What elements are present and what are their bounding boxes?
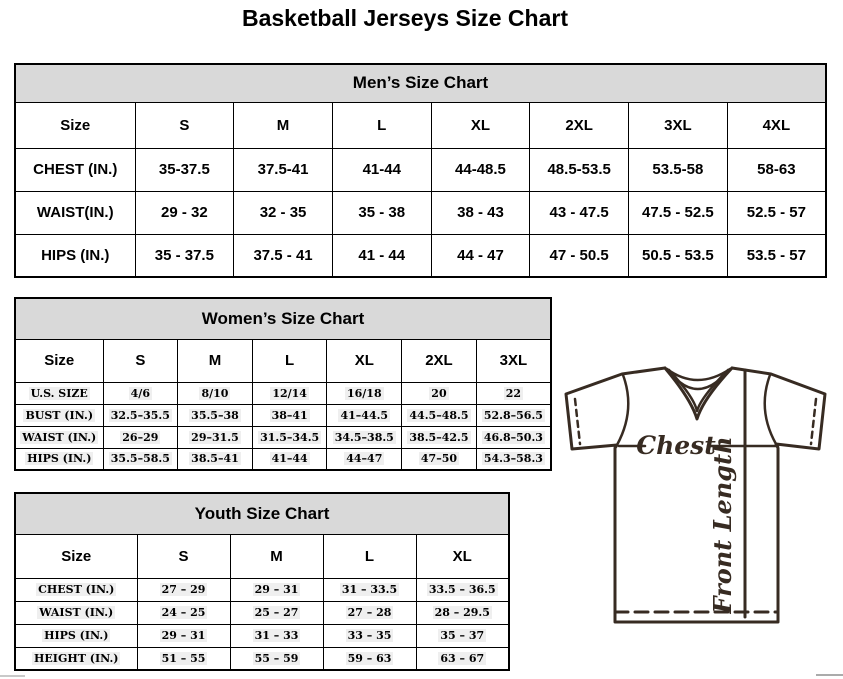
cell-text: 32.5–35.5 xyxy=(110,408,170,422)
left-armhole-seam xyxy=(617,375,628,445)
table-cell xyxy=(476,426,551,448)
table-row xyxy=(15,234,826,277)
row-label: WAIST(IN.) xyxy=(15,191,135,234)
table-cell xyxy=(230,624,323,647)
table-cell: 38 - 43 xyxy=(431,191,530,234)
table-cell xyxy=(402,426,477,448)
column-header: S xyxy=(137,534,230,578)
cell-text: 25 – 27 xyxy=(254,606,299,619)
row-label xyxy=(15,404,103,426)
column-header: 4XL xyxy=(727,102,826,148)
table-cell xyxy=(323,601,416,624)
table-cell xyxy=(402,448,477,470)
cell-text: 31.5–34.5 xyxy=(260,430,320,444)
cell-text: 29 – 31 xyxy=(161,629,206,642)
column-header: M xyxy=(234,102,333,148)
front-length-label: Front Length xyxy=(708,436,737,614)
youth-column-header-row xyxy=(15,534,509,578)
table-cell xyxy=(252,382,327,404)
table-cell: 35-37.5 xyxy=(135,148,234,191)
table-cell xyxy=(178,426,253,448)
row-label xyxy=(15,647,137,670)
table-cell: 48.5-53.5 xyxy=(530,148,629,191)
column-header: Size xyxy=(15,102,135,148)
table-cell: 35 - 38 xyxy=(332,191,431,234)
table-cell: 32 - 35 xyxy=(234,191,333,234)
right-armhole-seam xyxy=(765,375,776,444)
cell-text: 38.5–42.5 xyxy=(409,430,469,444)
row-label-text: CHEST (IN.) xyxy=(38,583,115,596)
column-header: M xyxy=(178,339,253,382)
row-label: HIPS (IN.) xyxy=(15,234,135,277)
cell-text: 27 – 28 xyxy=(347,606,392,619)
column-header: Size xyxy=(15,339,103,382)
cell-text: 41–44 xyxy=(271,452,308,466)
row-label-text: BUST (IN.) xyxy=(25,408,94,422)
row-label xyxy=(15,601,137,624)
row-label-text: HEIGHT (IN.) xyxy=(34,651,119,665)
table-cell xyxy=(230,578,323,601)
column-header: 2XL xyxy=(402,339,477,382)
column-header: Size xyxy=(15,534,137,578)
cell-text: 35 – 37 xyxy=(440,629,485,642)
cell-text: 54.3–58.3 xyxy=(483,452,543,466)
table-cell: 50.5 - 53.5 xyxy=(629,234,728,277)
column-header: 2XL xyxy=(530,102,629,148)
cell-text: 22 xyxy=(505,386,522,400)
table-row xyxy=(15,647,509,670)
table-cell xyxy=(416,578,509,601)
table-cell xyxy=(327,382,402,404)
cell-text: 44–47 xyxy=(346,452,383,466)
table-cell xyxy=(476,448,551,470)
column-header: L xyxy=(323,534,416,578)
youth-chart-title: Youth Size Chart xyxy=(15,493,509,534)
column-header: 3XL xyxy=(476,339,551,382)
cell-text: 31 – 33.5 xyxy=(341,583,398,596)
cell-text: 51 – 55 xyxy=(161,651,206,665)
cell-text: 26–29 xyxy=(122,430,159,444)
table-cell: 53.5 - 57 xyxy=(727,234,826,277)
women-column-header-row xyxy=(15,339,551,382)
women-size-table xyxy=(14,297,552,471)
table-row xyxy=(15,191,826,234)
table-row xyxy=(15,624,509,647)
table-cell: 44 - 47 xyxy=(431,234,530,277)
column-header: XL xyxy=(431,102,530,148)
table-cell xyxy=(230,601,323,624)
table-cell xyxy=(327,404,402,426)
cell-text: 44.5–48.5 xyxy=(409,408,469,422)
table-cell: 47 - 50.5 xyxy=(530,234,629,277)
table-cell xyxy=(103,404,178,426)
table-cell: 53.5-58 xyxy=(629,148,728,191)
cell-text: 29–31.5 xyxy=(191,430,239,444)
table-cell: 37.5 - 41 xyxy=(234,234,333,277)
table-cell xyxy=(402,382,477,404)
row-label xyxy=(15,624,137,647)
row-label xyxy=(15,448,103,470)
row-label-text: WAIST (IN.) xyxy=(39,606,114,619)
table-cell xyxy=(137,578,230,601)
chest-label: Chest xyxy=(636,431,716,460)
men-chart-title: Men’s Size Chart xyxy=(15,64,826,102)
cell-text: 35.5–58.5 xyxy=(110,452,170,466)
column-header: S xyxy=(135,102,234,148)
table-cell xyxy=(323,647,416,670)
table-row xyxy=(15,578,509,601)
cell-text: 33 – 35 xyxy=(347,629,392,642)
youth-band-row xyxy=(15,493,509,534)
right-cuff-stitch xyxy=(811,399,816,444)
cell-text: 38–41 xyxy=(271,408,308,422)
column-header: M xyxy=(230,534,323,578)
cell-text: 24 – 25 xyxy=(161,606,206,619)
table-cell xyxy=(416,601,509,624)
table-cell: 47.5 - 52.5 xyxy=(629,191,728,234)
cell-text: 47–50 xyxy=(420,452,458,466)
page-title: Basketball Jerseys Size Chart xyxy=(241,5,568,31)
row-label-text: U.S. SIZE xyxy=(30,386,88,400)
cell-text: 12/14 xyxy=(272,386,307,400)
table-cell xyxy=(323,624,416,647)
table-cell: 35 - 37.5 xyxy=(135,234,234,277)
row-label-text: HIPS (IN.) xyxy=(27,452,92,466)
table-cell xyxy=(137,624,230,647)
cell-text: 31 – 33 xyxy=(254,629,299,642)
men-column-header-row xyxy=(15,102,826,148)
table-cell xyxy=(327,426,402,448)
cell-text: 20 xyxy=(431,386,447,400)
table-cell xyxy=(137,647,230,670)
table-cell xyxy=(103,448,178,470)
cell-text: 28 – 29.5 xyxy=(434,606,490,619)
women-chart-title: Women’s Size Chart xyxy=(15,298,551,339)
table-cell xyxy=(252,404,327,426)
cell-text: 55 – 59 xyxy=(254,651,299,665)
cell-text: 29 – 31 xyxy=(254,583,299,596)
jersey-outline-svg xyxy=(555,355,843,645)
table-cell xyxy=(476,382,551,404)
table-row xyxy=(15,382,551,404)
cell-text: 35.5–38 xyxy=(191,408,239,422)
cell-text: 46.8–50.3 xyxy=(483,430,543,444)
table-cell xyxy=(327,448,402,470)
column-header: XL xyxy=(327,339,402,382)
table-cell: 29 - 32 xyxy=(135,191,234,234)
table-cell xyxy=(103,382,178,404)
cell-text: 38.5–41 xyxy=(191,452,239,466)
table-cell xyxy=(178,382,253,404)
cell-text: 41–44.5 xyxy=(340,408,389,422)
cell-text: 27 – 29 xyxy=(161,583,206,596)
table-cell: 52.5 - 57 xyxy=(727,191,826,234)
men-size-table xyxy=(14,63,827,278)
table-cell xyxy=(252,448,327,470)
row-label-text: HIPS (IN.) xyxy=(44,629,109,642)
column-header: L xyxy=(332,102,431,148)
column-header: L xyxy=(252,339,327,382)
scrollbar-fragment-left xyxy=(0,675,25,677)
men-band-row xyxy=(15,64,826,102)
row-label: CHEST (IN.) xyxy=(15,148,135,191)
table-cell xyxy=(252,426,327,448)
row-label xyxy=(15,578,137,601)
table-cell xyxy=(323,578,416,601)
women-band-row xyxy=(15,298,551,339)
table-cell xyxy=(416,647,509,670)
table-cell xyxy=(178,404,253,426)
table-row xyxy=(15,426,551,448)
scrollbar-fragment-right xyxy=(816,674,843,676)
table-cell xyxy=(178,448,253,470)
table-cell: 41-44 xyxy=(332,148,431,191)
table-row xyxy=(15,404,551,426)
table-row xyxy=(15,148,826,191)
table-cell xyxy=(416,624,509,647)
cell-text: 34.5–38.5 xyxy=(334,430,394,444)
cell-text: 52.8–56.5 xyxy=(483,408,543,422)
table-cell xyxy=(137,601,230,624)
table-cell xyxy=(476,404,551,426)
left-cuff-stitch xyxy=(575,399,580,444)
cell-text: 63 – 67 xyxy=(440,651,485,665)
table-row xyxy=(15,448,551,470)
cell-text: 33.5 – 36.5 xyxy=(428,583,496,596)
table-cell: 41 - 44 xyxy=(332,234,431,277)
cell-text: 59 – 63 xyxy=(347,651,392,665)
youth-size-table xyxy=(14,492,510,671)
cell-text: 16/18 xyxy=(346,386,382,400)
table-cell: 58-63 xyxy=(727,148,826,191)
table-cell: 37.5-41 xyxy=(234,148,333,191)
column-header: XL xyxy=(416,534,509,578)
cell-text: 8/10 xyxy=(201,386,229,400)
table-cell xyxy=(402,404,477,426)
table-cell: 44-48.5 xyxy=(431,148,530,191)
table-cell: 43 - 47.5 xyxy=(530,191,629,234)
table-row xyxy=(15,601,509,624)
column-header: S xyxy=(103,339,178,382)
row-label xyxy=(15,382,103,404)
column-header: 3XL xyxy=(629,102,728,148)
cell-text: 4/6 xyxy=(130,386,150,400)
jersey-measurement-diagram xyxy=(555,355,843,645)
row-label-text: WAIST (IN.) xyxy=(22,430,97,444)
row-label xyxy=(15,426,103,448)
table-cell xyxy=(230,647,323,670)
table-cell xyxy=(103,426,178,448)
